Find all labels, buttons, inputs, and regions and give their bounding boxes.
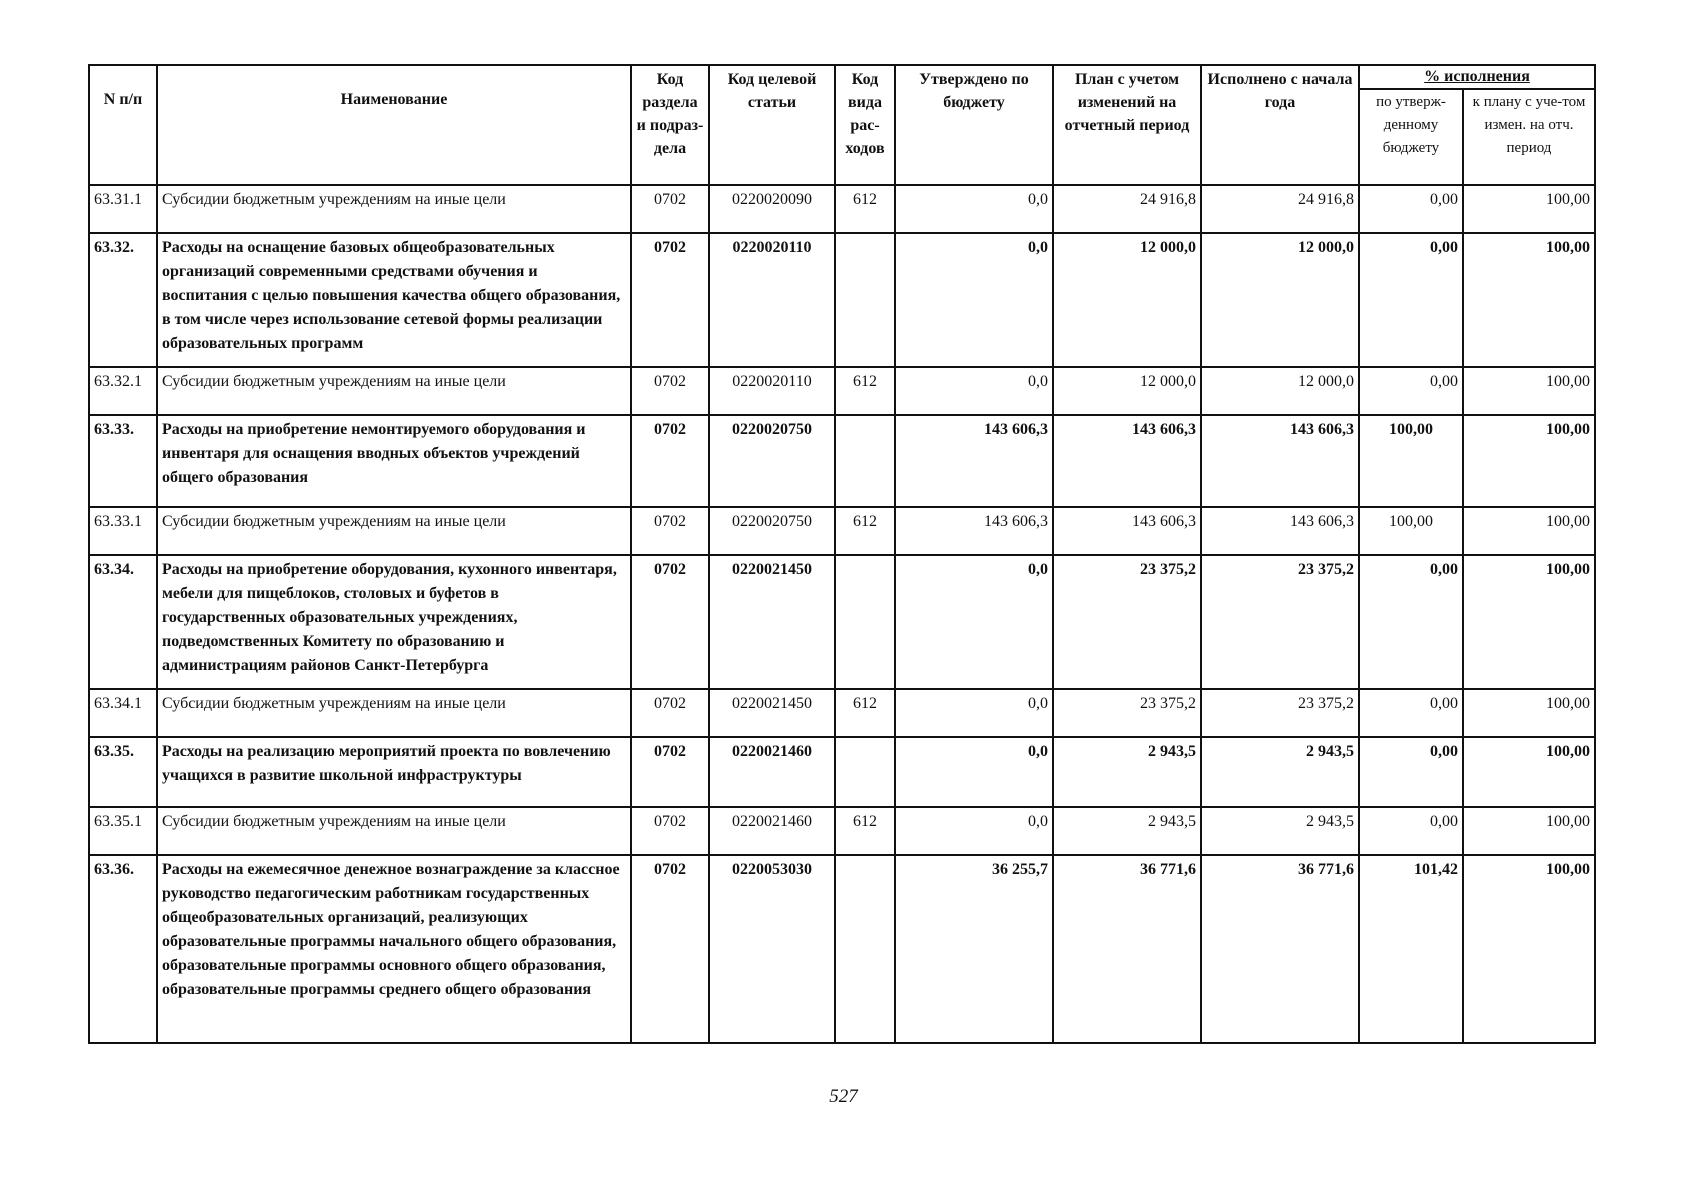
- row-approved: 0,0: [895, 367, 1053, 415]
- row-name: Расходы на оснащение базовых общеобразовательных организаций современными средствами обучения и воспитания с целью повышения качества общего образования, в том числе через использование сетевой формы реализации образовательных программ: [157, 233, 631, 367]
- header-pct-group: % исполнения: [1359, 65, 1595, 89]
- table-row: [89, 415, 1595, 507]
- header-pct-budget: по утверж-денному бюджету: [1359, 89, 1463, 185]
- row-executed: 23 375,2: [1201, 555, 1359, 689]
- row-executed: 143 606,3: [1201, 507, 1359, 555]
- row-target-code: 0220020750: [709, 507, 835, 555]
- row-approved: 0,0: [895, 185, 1053, 233]
- row-pct-plan: 100,00: [1463, 415, 1595, 507]
- row-name: Субсидии бюджетным учреждениям на иные цели: [157, 185, 631, 233]
- row-target-code: 0220020110: [709, 367, 835, 415]
- budget-execution-table: [88, 64, 1596, 1044]
- header-pct-plan: к плану с уче-том измен. на отч. период: [1463, 89, 1595, 185]
- row-executed: 2 943,5: [1201, 807, 1359, 855]
- header-type-code: Код вида рас-ходов: [835, 65, 895, 185]
- row-num: 63.34.1: [89, 689, 157, 737]
- table-row: [89, 855, 1595, 1043]
- row-name: Субсидии бюджетным учреждениям на иные цели: [157, 507, 631, 555]
- row-pct-plan: 100,00: [1463, 689, 1595, 737]
- row-pct-plan: 100,00: [1463, 855, 1595, 1043]
- row-pct-plan: 100,00: [1463, 807, 1595, 855]
- row-num: 63.32.1: [89, 367, 157, 415]
- row-pct-plan: 100,00: [1463, 507, 1595, 555]
- table-row: [89, 807, 1595, 855]
- row-approved: 143 606,3: [895, 507, 1053, 555]
- row-plan: 24 916,8: [1053, 185, 1201, 233]
- row-section-code: 0702: [631, 555, 709, 689]
- row-pct-budget: 100,00: [1359, 507, 1463, 555]
- row-pct-budget: 0,00: [1359, 807, 1463, 855]
- row-pct-budget: 0,00: [1359, 689, 1463, 737]
- table-row: [89, 185, 1595, 233]
- row-executed: 143 606,3: [1201, 415, 1359, 507]
- row-name: Субсидии бюджетным учреждениям на иные цели: [157, 367, 631, 415]
- row-pct-budget: 101,42: [1359, 855, 1463, 1043]
- row-type-code: [835, 855, 895, 1043]
- row-pct-plan: 100,00: [1463, 737, 1595, 807]
- row-target-code: 0220021460: [709, 737, 835, 807]
- row-approved: 0,0: [895, 689, 1053, 737]
- row-pct-budget: 0,00: [1359, 367, 1463, 415]
- row-section-code: 0702: [631, 185, 709, 233]
- row-type-code: [835, 555, 895, 689]
- row-target-code: 0220020750: [709, 415, 835, 507]
- row-approved: 36 255,7: [895, 855, 1053, 1043]
- page-number: 527: [829, 1086, 858, 1107]
- row-type-code: [835, 415, 895, 507]
- row-approved: 0,0: [895, 737, 1053, 807]
- table-row: [89, 689, 1595, 737]
- table-row: [89, 555, 1595, 689]
- row-num: 63.31.1: [89, 185, 157, 233]
- row-pct-budget: 0,00: [1359, 185, 1463, 233]
- row-pct-budget: 0,00: [1359, 737, 1463, 807]
- row-type-code: 612: [835, 507, 895, 555]
- row-plan: 143 606,3: [1053, 415, 1201, 507]
- row-executed: 2 943,5: [1201, 737, 1359, 807]
- row-name: Расходы на приобретение немонтируемого оборудования и инвентаря для оснащения вводных объектов учреждений общего образования: [157, 415, 631, 507]
- row-plan: 143 606,3: [1053, 507, 1201, 555]
- header-plan: План с учетом изменений на отчетный период: [1053, 65, 1201, 185]
- row-plan: 23 375,2: [1053, 555, 1201, 689]
- row-pct-plan: 100,00: [1463, 233, 1595, 367]
- row-plan: 2 943,5: [1053, 807, 1201, 855]
- row-approved: 0,0: [895, 555, 1053, 689]
- row-executed: 23 375,2: [1201, 689, 1359, 737]
- row-pct-budget: 100,00: [1359, 415, 1463, 507]
- row-target-code: 0220020090: [709, 185, 835, 233]
- row-target-code: 0220020110: [709, 233, 835, 367]
- row-pct-budget: 0,00: [1359, 555, 1463, 689]
- row-pct-plan: 100,00: [1463, 185, 1595, 233]
- row-name: Субсидии бюджетным учреждениям на иные цели: [157, 689, 631, 737]
- row-type-code: 612: [835, 367, 895, 415]
- row-name: Расходы на ежемесячное денежное вознаграждение за классное руководство педагогическим работникам государственных общеобразовательных организаций, реализующих образовательные программы начального общего образования, образовательные программы основного общего образования, образовательные программы среднего общего образования: [157, 855, 631, 1043]
- row-approved: 0,0: [895, 233, 1053, 367]
- row-section-code: 0702: [631, 855, 709, 1043]
- row-approved: 0,0: [895, 807, 1053, 855]
- row-plan: 36 771,6: [1053, 855, 1201, 1043]
- row-plan: 2 943,5: [1053, 737, 1201, 807]
- row-executed: 36 771,6: [1201, 855, 1359, 1043]
- row-section-code: 0702: [631, 415, 709, 507]
- row-target-code: 0220053030: [709, 855, 835, 1043]
- row-num: 63.33.: [89, 415, 157, 507]
- row-section-code: 0702: [631, 507, 709, 555]
- row-num: 63.33.1: [89, 507, 157, 555]
- row-section-code: 0702: [631, 367, 709, 415]
- row-target-code: 0220021450: [709, 555, 835, 689]
- row-executed: 12 000,0: [1201, 367, 1359, 415]
- row-name: Расходы на приобретение оборудования, кухонного инвентаря, мебели для пищеблоков, столовых и буфетов в государственных образовательных учреждениях, подведомственных Комитету по образованию и администрациям районов Санкт-Петербурга: [157, 555, 631, 689]
- row-target-code: 0220021460: [709, 807, 835, 855]
- header-section-code: Код раздела и подраз-дела: [631, 65, 709, 185]
- row-plan: 23 375,2: [1053, 689, 1201, 737]
- row-executed: 24 916,8: [1201, 185, 1359, 233]
- header-num: N п/п: [89, 65, 157, 185]
- row-pct-plan: 100,00: [1463, 555, 1595, 689]
- table-row: [89, 507, 1595, 555]
- row-plan: 12 000,0: [1053, 233, 1201, 367]
- row-pct-budget: 0,00: [1359, 233, 1463, 367]
- table-header-row: [89, 65, 1595, 89]
- header-target-code: Код целевой статьи: [709, 65, 835, 185]
- row-num: 63.35.: [89, 737, 157, 807]
- header-name: Наименование: [157, 65, 631, 185]
- row-name: Субсидии бюджетным учреждениям на иные цели: [157, 807, 631, 855]
- row-section-code: 0702: [631, 807, 709, 855]
- row-num: 63.36.: [89, 855, 157, 1043]
- row-approved: 143 606,3: [895, 415, 1053, 507]
- header-executed: Исполнено с начала года: [1201, 65, 1359, 185]
- row-type-code: 612: [835, 689, 895, 737]
- row-name: Расходы на реализацию мероприятий проекта по вовлечению учащихся в развитие школьной инфраструктуры: [157, 737, 631, 807]
- row-num: 63.32.: [89, 233, 157, 367]
- row-target-code: 0220021450: [709, 689, 835, 737]
- row-type-code: 612: [835, 807, 895, 855]
- row-type-code: [835, 737, 895, 807]
- row-pct-plan: 100,00: [1463, 367, 1595, 415]
- row-plan: 12 000,0: [1053, 367, 1201, 415]
- row-num: 63.35.1: [89, 807, 157, 855]
- row-executed: 12 000,0: [1201, 233, 1359, 367]
- row-section-code: 0702: [631, 233, 709, 367]
- row-num: 63.34.: [89, 555, 157, 689]
- table-row: [89, 737, 1595, 807]
- header-approved: Утверждено по бюджету: [895, 65, 1053, 185]
- table-row: [89, 367, 1595, 415]
- row-section-code: 0702: [631, 689, 709, 737]
- row-type-code: 612: [835, 185, 895, 233]
- row-type-code: [835, 233, 895, 367]
- row-section-code: 0702: [631, 737, 709, 807]
- table-row: [89, 233, 1595, 367]
